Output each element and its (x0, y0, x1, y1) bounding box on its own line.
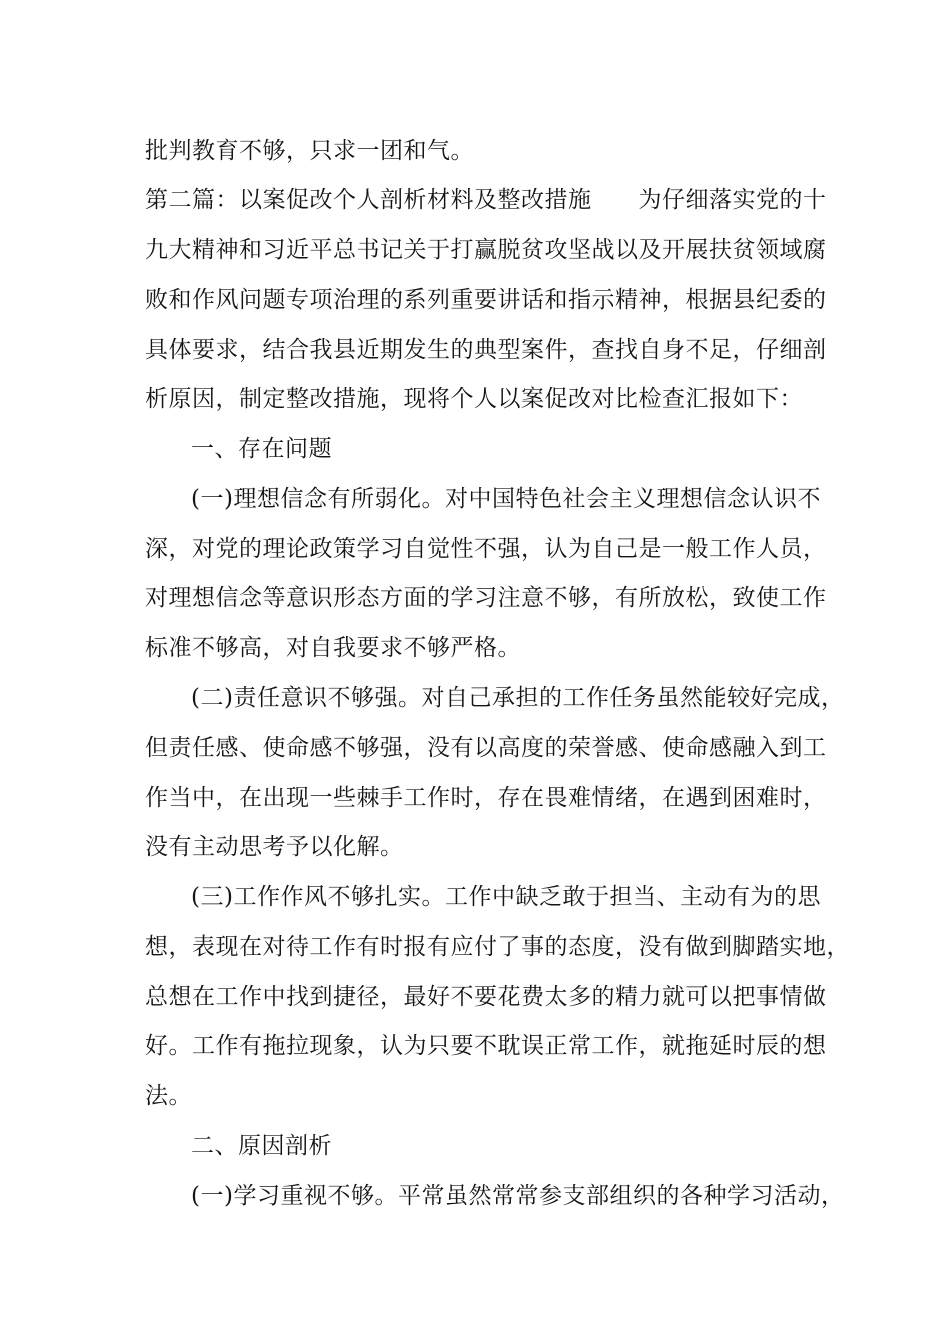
text-line: 作当中，在出现一些棘手工作时，存在畏难情绪，在遇到困难时， (145, 785, 827, 811)
text-line: 对理想信念等意识形态方面的学习注意不够，有所放松，致使工作 (145, 585, 827, 611)
text-line: 第二篇：以案促改个人剖析材料及整改措施 为仔细落实党的十 (145, 187, 827, 213)
text-line: 九大精神和习近平总书记关于打赢脱贫攻坚战以及开展扶贫领域腐 (145, 237, 827, 263)
text-line: 败和作风问题专项治理的系列重要讲话和指示精神，根据县纪委的 (145, 287, 827, 313)
text-line: (一)学习重视不够。平常虽然常常参支部组织的各种学习活动， (191, 1183, 845, 1209)
text-line: 法。 (145, 1083, 192, 1109)
section-heading: 一、存在问题 (191, 436, 332, 462)
text-line: (二)责任意识不够强。对自己承担的工作任务虽然能较好完成， (191, 685, 845, 711)
text-line: 想，表现在对待工作有时报有应付了事的态度，没有做到脚踏实地， (145, 934, 850, 960)
text-line: 标准不够高，对自我要求不够严格。 (145, 635, 521, 661)
text-line: 总想在工作中找到捷径，最好不要花费太多的精力就可以把事情做 (145, 984, 827, 1010)
text-line: 析原因，制定整改措施，现将个人以案促改对比检查汇报如下： (145, 386, 803, 412)
text-line: 具体要求，结合我县近期发生的典型案件，查找自身不足，仔细剖 (145, 337, 827, 363)
text-line: 好。工作有拖拉现象，认为只要不耽误正常工作，就拖延时辰的想 (145, 1033, 827, 1059)
text-line: (三)工作作风不够扎实。工作中缺乏敢于担当、主动有为的思 (191, 884, 821, 910)
text-line: 没有主动思考予以化解。 (145, 834, 404, 860)
text-line: 但责任感、使命感不够强，没有以高度的荣誉感、使命感融入到工 (145, 735, 827, 761)
text-line: 深，对党的理论政策学习自觉性不强，认为自己是一般工作人员， (145, 536, 827, 562)
text-line: 批判教育不够，只求一团和气。 (145, 138, 474, 164)
section-heading: 二、原因剖析 (191, 1133, 332, 1159)
text-line: (一)理想信念有所弱化。对中国特色社会主义理想信念认识不 (191, 486, 821, 512)
